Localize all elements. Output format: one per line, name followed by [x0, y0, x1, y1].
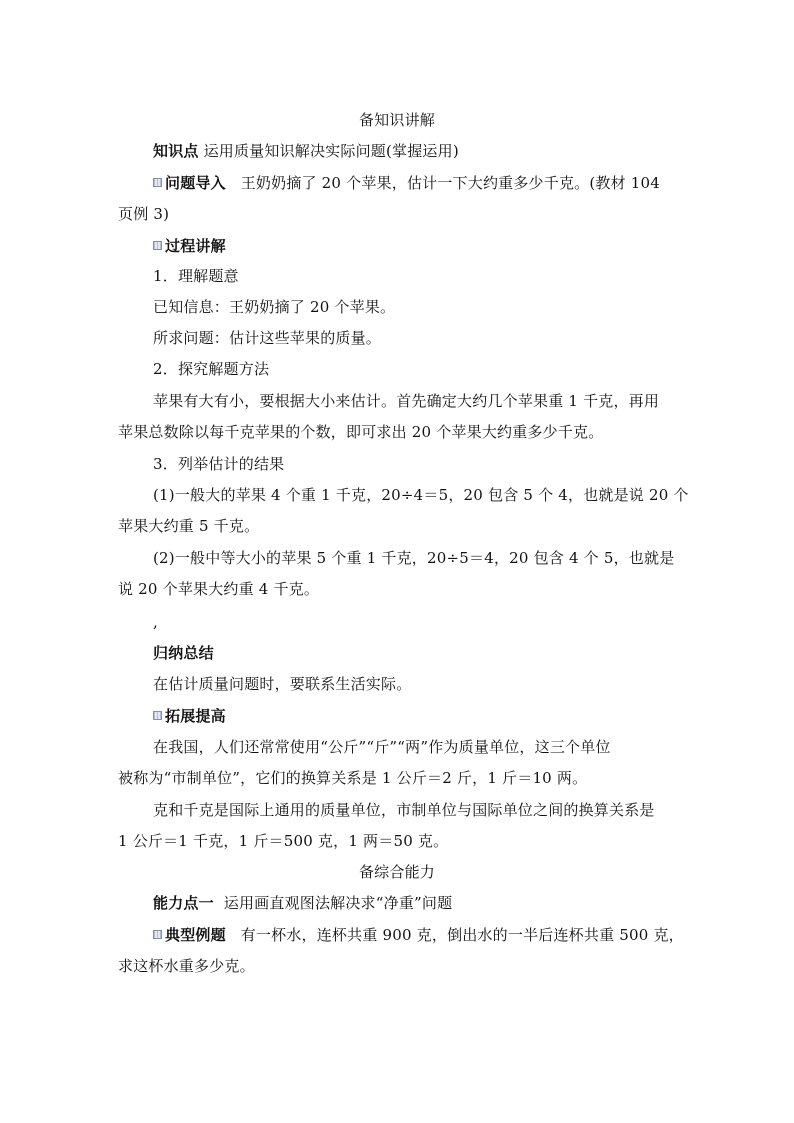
step2-title: 2．探究解题方法	[153, 360, 270, 378]
section-title-ability: 备综合能力	[358, 863, 435, 881]
example-label: 典型例题	[165, 926, 226, 944]
knowledge-point-heading	[153, 141, 459, 161]
knowledge-point-text: 运用质量知识解决实际问题(掌握运用)	[203, 142, 459, 160]
result2-line2: 说 20 个苹果大约重 4 千克。	[118, 580, 320, 598]
step1-title: 1．理解题意	[153, 267, 239, 285]
square-bullet-icon	[153, 178, 162, 187]
stray-mark: ,	[153, 613, 158, 631]
knowledge-point-label: 知识点	[153, 142, 199, 160]
process-label: 过程讲解	[165, 237, 226, 255]
result1-line2: 苹果大约重 5 千克。	[118, 517, 260, 535]
method-line1: 苹果有大有小，要根据大小来估计。首先确定大约几个苹果重 1 千克，再用	[153, 392, 660, 410]
square-bullet-icon	[153, 711, 162, 720]
problem-intro-label: 问题导入	[165, 174, 226, 192]
section-title-knowledge: 备知识讲解	[358, 111, 435, 129]
step3-title: 3．列举估计的结果	[153, 455, 285, 473]
square-bullet-icon	[153, 930, 162, 939]
process-heading	[153, 236, 226, 256]
extension-p2-line2: 1 公斤＝1 千克，1 斤＝500 克，1 两＝50 克。	[118, 832, 449, 850]
extension-heading	[153, 706, 226, 726]
known-info: 已知信息：王奶奶摘了 20 个苹果。	[153, 298, 396, 316]
example-line1	[153, 925, 684, 945]
asked-question: 所求问题：估计这些苹果的质量。	[153, 329, 382, 347]
extension-p2-line1: 克和千克是国际上通用的质量单位，市制单位与国际单位之间的换算关系是	[153, 801, 655, 819]
example-text: 有一杯水，连杯共重 900 克，倒出水的一半后连杯共重 500 克，	[240, 926, 684, 944]
problem-intro-line2: 页例 3)	[118, 205, 170, 223]
ability-point-label: 能力点一	[153, 894, 214, 912]
ability-point-text: 运用画直观图法解决求“净重”问题	[223, 894, 453, 912]
extension-p1-line1: 在我国，人们还常常使用“公斤”“斤”“两”作为质量单位，这三个单位	[153, 738, 611, 756]
method-line2: 苹果总数除以每千克苹果的个数，即可求出 20 个苹果大约重多少千克。	[118, 423, 604, 441]
extension-p1-line2: 被称为“市制单位”，它们的换算关系是 1 公斤＝2 斤，1 斤＝10 两。	[118, 769, 588, 787]
ability-point-heading	[153, 893, 452, 913]
problem-intro-text: 王奶奶摘了 20 个苹果，估计一下大约重多少千克。(教材 104	[240, 174, 660, 192]
problem-intro-line1	[153, 173, 660, 193]
extension-label: 拓展提高	[165, 707, 226, 725]
result2-line1: (2)一般中等大小的苹果 5 个重 1 千克，20÷5＝4，20 包含 4 个 5，也就是	[153, 549, 675, 567]
square-bullet-icon	[153, 241, 162, 250]
summary-title: 归纳总结	[153, 644, 214, 662]
summary-text: 在估计质量问题时，要联系生活实际。	[153, 675, 412, 693]
result1-line1: (1)一般大的苹果 4 个重 1 千克，20÷4＝5，20 包含 5 个 4，也就是说 20 个	[153, 486, 689, 504]
example-line2: 求这杯水重多少克。	[118, 957, 255, 975]
